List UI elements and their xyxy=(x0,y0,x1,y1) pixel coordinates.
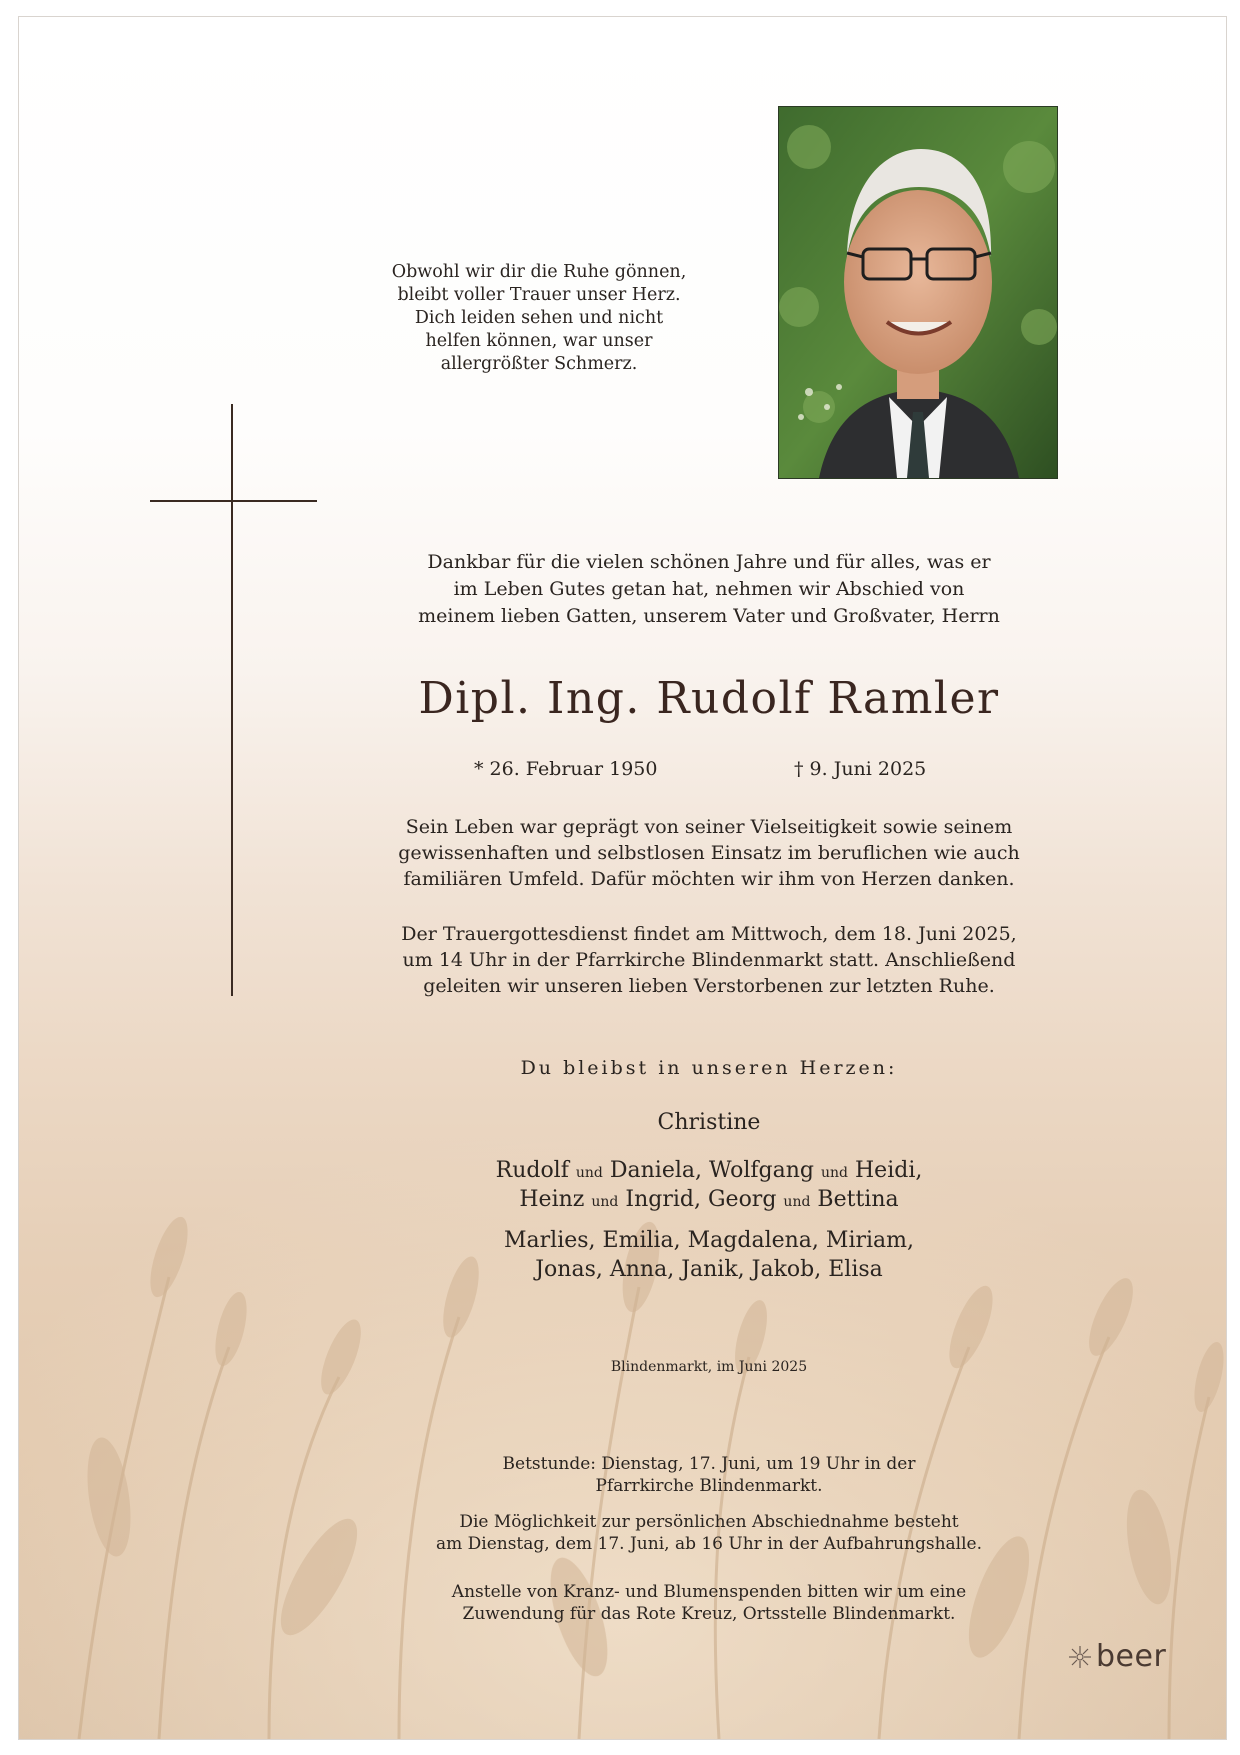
death-date: † 9. Juni 2025 xyxy=(794,758,927,780)
grandchildren-line-1: Marlies, Emilia, Magdalena, Miriam, xyxy=(504,1228,914,1253)
portrait-photo xyxy=(779,107,1057,478)
connector-und: und xyxy=(783,1194,811,1210)
dandelion-icon xyxy=(1067,1644,1093,1670)
connector-und: und xyxy=(575,1165,603,1181)
connector-und: und xyxy=(821,1165,848,1181)
viewing-notice: Die Möglichkeit zur persönlichen Abschiednahme besteht am Dienstag, dem 17. Juni, ab 16 Uhr in der Aufbahrungshalle. xyxy=(435,1512,983,1554)
place-and-date: Blindenmarkt, im Juni 2025 xyxy=(610,1359,808,1375)
child-name: Heinz xyxy=(519,1187,585,1212)
child-partner-name: Daniela, xyxy=(609,1158,702,1183)
obituary-card xyxy=(18,16,1227,1740)
service-text: Der Trauergottesdienst findet am Mittwoch, dem 18. Juni 2025, um 14 Uhr in der Pfarrkirche Blindenmarkt statt. Anschließend geleiten wir unseren lieben Verstorbenen zur letzten Ruhe. xyxy=(401,923,1017,997)
poem: Obwohl wir dir die Ruhe gönnen, bleibt voller Trauer unser Herz. Dich leiden sehen und nicht helfen können, war unser allergrößter Schmerz. xyxy=(391,262,687,374)
grandchildren-line-2: Jonas, Anna, Janik, Jakob, Elisa xyxy=(535,1257,883,1282)
tribute-text: Sein Leben war geprägt von seiner Vielseitigkeit sowie seinem gewissenhaften und selbstlosen Einsatz im beruflichen wie auch familiären Umfeld. Dafür möchten wir ihm von Herzen danken. xyxy=(398,816,1020,890)
child-name: Georg xyxy=(707,1187,777,1212)
child-partner-name: Bettina xyxy=(817,1187,899,1212)
deceased-name: Dipl. Ing. Rudolf Ramler xyxy=(418,673,1000,724)
cross-horizontal-bar xyxy=(150,500,317,502)
prayer-notice: Betstunde: Dienstag, 17. Juni, um 19 Uhr in der Pfarrkirche Blindenmarkt. xyxy=(502,1454,916,1496)
child-name: Rudolf xyxy=(495,1158,569,1183)
children-line-2 xyxy=(319,1186,1099,1216)
birth-date: * 26. Februar 1950 xyxy=(474,758,658,780)
child-partner-name: Ingrid, xyxy=(625,1187,701,1212)
connector-und: und xyxy=(591,1194,619,1210)
child-partner-name: Heidi, xyxy=(855,1158,923,1183)
child-name: Wolfgang xyxy=(709,1158,814,1183)
spouse-name: Christine xyxy=(657,1110,761,1135)
cross-vertical-bar xyxy=(231,404,233,996)
logo-wordmark: beer xyxy=(1096,1639,1167,1674)
mourners-heading: Du bleibst in unseren Herzen: xyxy=(520,1057,898,1079)
donation-notice: Anstelle von Kranz- und Blumenspenden bitten wir um eine Zuwendung für das Rote Kreuz, Ortsstelle Blindenmarkt. xyxy=(451,1582,967,1624)
children-line-1 xyxy=(319,1157,1099,1187)
funeral-home-logo xyxy=(1067,1639,1166,1674)
intro-text: Dankbar für die vielen schönen Jahre und für alles, was er im Leben Gutes getan hat, nehmen wir Abschied von meinem lieben Gatten, unserem Vater und Großvater, Herrn xyxy=(418,551,1000,627)
